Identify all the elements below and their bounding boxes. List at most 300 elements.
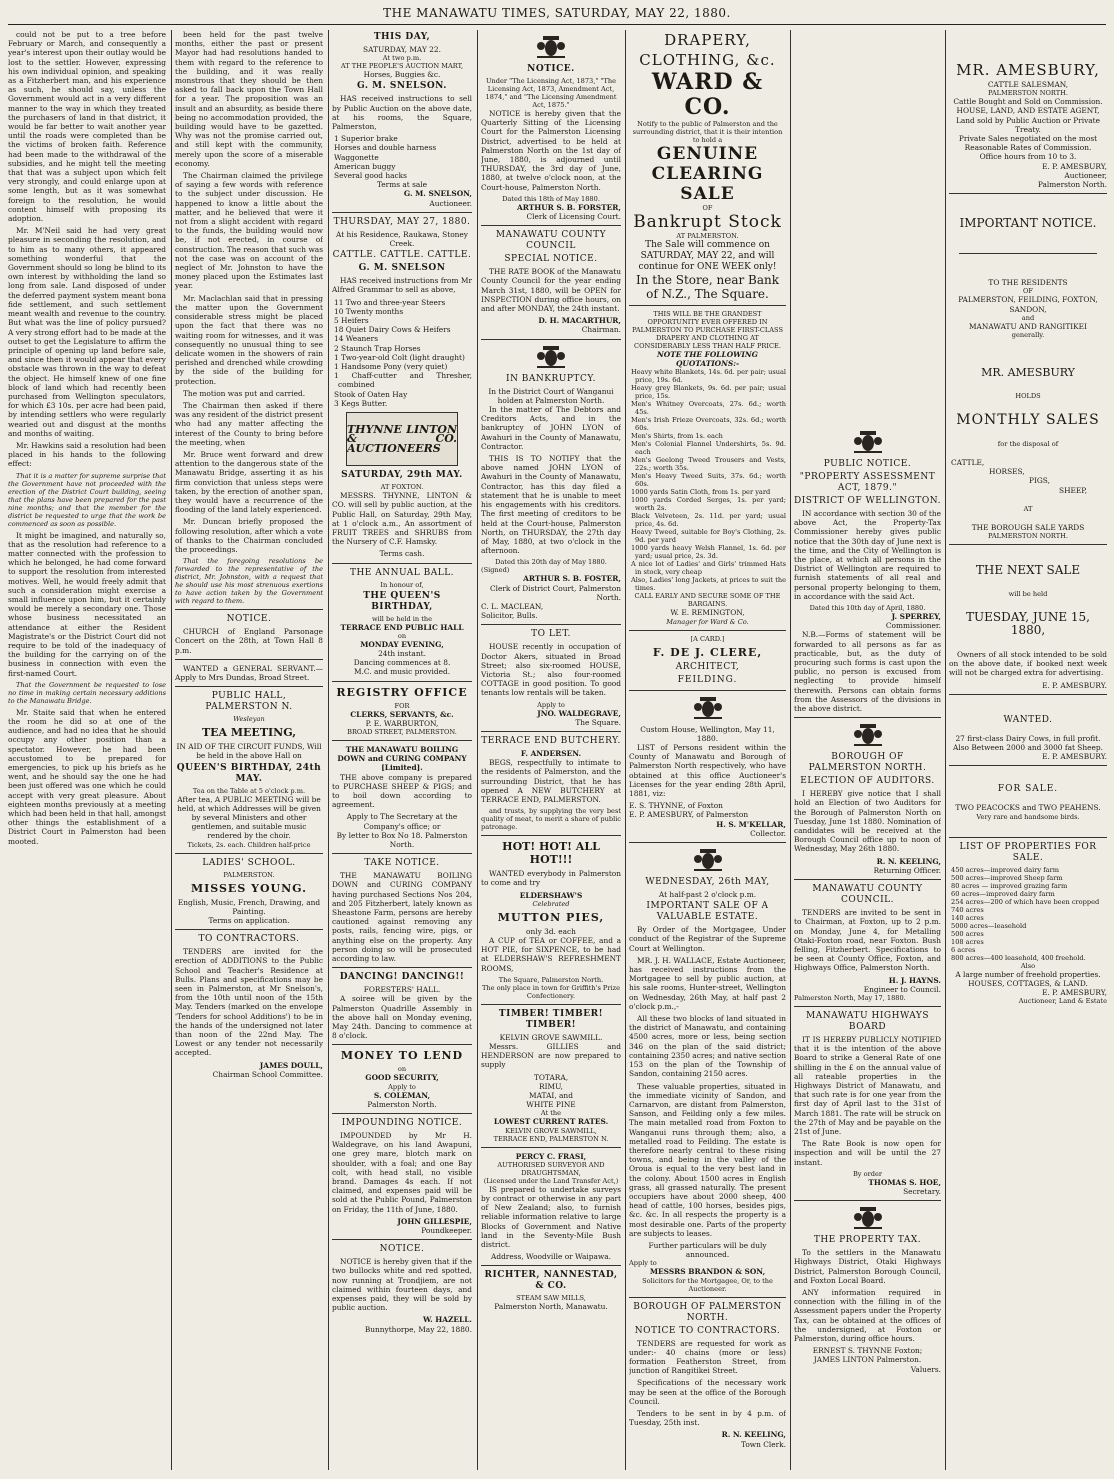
property-item: 5000 acres—leasehold [951,921,1027,930]
sale-commence: The Sale will commence on SATURDAY, MAY 22, and will continue for ONE WEEK only! [638,240,777,272]
amesbury-heading: MR. AMESBURY [981,366,1075,380]
royal-crest-icon [848,429,888,455]
divider [949,544,1107,545]
private-sales: Private Sales negotiated on the most Reasonable Rates of Commission. [958,134,1098,153]
election-heading: ELECTION OF AUDITORS. [800,776,935,787]
licensing-dated: Dated this 18th of May 1880. [502,194,600,203]
solicitor-place: Solicitor, Bulls. [481,611,538,621]
divider [629,305,786,306]
column-2 [175,30,323,1474]
store-location: In the Store, near Bank of N.Z., The Square. [636,273,779,301]
amesbury-heading: MR. AMESBURY, [956,61,1100,79]
tea-time: Tea on the Table at 5 o'clock p.m. [192,786,306,795]
divider [629,1297,786,1298]
butchery-text-2: and trusts, by supplying the very best quality of meat, to merit a share of public patronage. [481,807,621,832]
of-label: OF [702,204,713,212]
sale-time: At two p.m. [382,54,422,63]
ball-date: 24th instant. [378,648,426,658]
ward-notify: Notify to the public of Palmerston and the surrounding district, that it is their intention to hold a [632,120,783,144]
wood-type: MATAI, and [529,1091,573,1101]
bankruptcy-dated: Dated this 20th day of May 1880. [495,558,607,567]
town-clerk-name: R. N. KEELING, [721,1430,786,1440]
quote-item: Men's Shirts, from 1s. each [631,432,723,441]
ball-day: MONDAY EVENING, [360,639,444,649]
column-1 [8,30,166,1474]
sawmill-name: KELVIN GROVE SAWMILL. [499,1032,603,1042]
lowest-rates: LOWEST CURRENT RATES. [493,1117,609,1127]
solicitor-name: C. L. MACLEAN, [481,601,544,611]
divider [332,853,472,854]
hall-heading: PUBLIC HALL, PALMERSTON N. [205,691,293,713]
customs-dateline: Custom House, Wellington, May 11, 1880. [640,724,775,743]
secretary-role: Secretary. [903,1186,941,1196]
divider [481,1147,621,1148]
article-paragraph: The motion was put and carried. [183,388,306,398]
column-5 [629,30,786,1474]
license-list-text: LIST of Persons resident within the County of Manawatu and Borough of Palmerston North respectively, who have obtained at this office Auctioneer's Licenses for the year ending 28th April, 1881, viz: [629,743,786,799]
divider [481,1265,621,1266]
engineer-date: Palmerston North, May 17, 1880. [794,993,906,1002]
notice-place: Bunnythorpe, May 22, 1880. [364,1324,472,1334]
tea-sub: IN AID OF THE CIRCUIT FUNDS, Will be held in the above Hall on [176,742,322,761]
divider [175,929,323,930]
money-agent: S. COLEMAN, [373,1090,431,1100]
surveyor-name: PERCY C. FRASI, [515,1151,587,1161]
article-paragraph: Mr. Duncan briefly proposed the following resolution, after which a vote of thanks to the Chairman concluded the proceedings. [175,517,323,554]
ball-dancing: Dancing commences at 8. [353,658,451,668]
divider [332,1044,472,1045]
refreshment-text: A CUP of TEA or COFFEE, and a HOT PIE, for SIXPENCE, to be had at ELDERSHAW'S REFRESHMENT ROOMS, [481,935,621,973]
quote-item: 1000 yards Satin Cloth, from 1s. per yard [631,488,771,497]
amesbury-sig: E. P. AMESBURY. [1042,680,1107,690]
sale-time: At half-past 2 o'clock p.m. [658,890,757,900]
celebrated-label: Celebrated [532,899,570,908]
misses-young-subjects: English, Music, French, Drawing, and Painting. [177,897,321,916]
contractors-heading: TO CONTRACTORS. [198,934,300,945]
auctioneer-heading: G. M. SNELSON [358,263,446,274]
ladies-school-heading: LADIES' SCHOOL. [202,857,296,868]
impound-text: IMPOUNDED by Mr H. Waldegrave, on his land Awapuni, one grey mare, blotch mark on shoulder, with a foal; and one Bay colt, with head stall, no visible brand. Damages 4s each. If not claimed, and expenses paid will be sold at the Public Pound, Palmerston on Friday, the 11th of June, 1880. [332,1131,472,1214]
quote-item: Men's Heavy Tweed Suits, 37s. 6d.; worth 60s. [631,472,786,489]
registry-clerks: CLERKS, SERVANTS, &c. [350,709,454,719]
hot-heading: HOT! HOT! ALL HOT!!! [502,840,600,867]
contractors-heading: NOTICE TO CONTRACTORS. [634,1325,781,1336]
divider [794,1200,941,1201]
divider [481,624,621,625]
next-sale-date: TUESDAY, JUNE 15, 1880, [966,610,1090,638]
bought-sold: Cattle Bought and Sold on Commission. [953,97,1103,107]
quote-item: Also, Ladies' long Jackets, at prices to suit the times. [631,576,786,593]
article-paragraph: could not be put to a tree before February or March, and consequently a year's interest upon their outlay would be lost to the settler. However, expressing his own individual opinion, and speaking as a Fitzherbert man, and his experience as such, he should say, unless the Government would act in a very different manner to the way in which they treated the purchasers of land in that district, it would be far better to wait another year until the roads were completed than be the victims of broken faith. Reference had been made to the withdrawal of the subsidies, and he might tell the meeting that that was a subject upon which felt very strongly, and could enlarge upon at some length, but as it was somewhat foreign to the resolution, he would content himself with proposing its adoption. [8,30,166,224]
divider [175,659,323,660]
boiling-letter: By letter to Box No 18. Palmerston North. [336,830,468,849]
masthead: THE MANAWATU TIMES, SATURDAY, MAY 22, 1880. [383,6,731,20]
licensee: E. S. THYNNE, of Foxton [629,801,723,811]
divider [332,1239,472,1240]
divider [949,837,1107,838]
this-day-heading: THIS DAY, [373,32,431,42]
misses-young-heading: MISSES YOUNG. [190,881,308,895]
quote-item: 1000 yards heavy Welsh Flannel, 1s. 6d. per yard; usual price, 2s. 3d. [631,544,786,561]
to-let-place: The Square. [575,717,621,727]
wanted-heading: WANTED. [1003,714,1053,725]
ward-heading: WARD & CO. [651,69,764,120]
quotes-list [629,368,786,592]
divider [481,225,621,226]
highways-heading: MANAWATU HIGHWAYS BOARD [806,1010,929,1032]
ball-held: will be held in the [371,614,433,623]
divider [332,681,472,682]
pie-price: only 3d. each [526,926,576,936]
quote-item: 1000 yards Corded Serges, 1s. per yard; worth 2s. [631,496,786,513]
bankruptcy-matter: In the matter of The Debtors and Creditors Acts, and in the bankruptcy of JOHN LYON of Awahuri in the County of Manawatu, Contractor. [481,405,621,451]
divider [959,253,1097,254]
auction-item: Horses and double harness [334,143,437,153]
article-paragraph: The Chairman then asked if there was any resident of the district present who had any matter affecting the interest of the County to bring before the meeting, when [175,400,323,447]
masthead-rule [8,24,1106,25]
amesbury-place: PALMERSTON NORTH. [988,89,1068,98]
also-label: Also [1020,961,1036,970]
tax-addressees: To the settlers in the Manawatu Highways District, Otaki Highways District, Palmerston Borough Council, and Foxton Local Board. [794,1248,941,1285]
licensing-role: Clerk of Licensing Court. [526,212,621,222]
divider [481,835,621,836]
commissioner-role: Commissioner. [885,621,941,631]
call-early: CALL EARLY AND SECURE SOME OF THE BARGAINS. [634,592,781,609]
generally: generally. [1011,331,1045,340]
house-agent: HOUSE, LAND, AND ESTATE AGENT, [956,106,1100,116]
divider [332,212,472,213]
drapery-heading: DRAPERY, CLOTHING, &c. [639,31,776,69]
tax-text: ANY information required in connection with the filling in of the Assessment papers under the Property Tax, can be obtained at the offices of the undersigned, at Foxton or Palmerston, during office hours. [794,1287,941,1343]
further-text: Further particulars will be duly announced. [648,1240,767,1260]
property-item: 80 acres — improved grazing farm [951,881,1068,890]
column-divider [625,30,626,1470]
bankruptcy-heading: IN BANKRUPTCY. [506,373,596,384]
property-item: 740 acres [951,905,984,914]
valuer: JAMES LINTON Palmerston. [813,1355,922,1365]
auction-text: HAS received instructions to sell by Public Auction on the above date, at his rooms, the Square, Palmerston, [332,94,472,132]
rate-signer: D. H. MACARTHUR, [538,316,621,326]
solicitor-firm: MESSRS BRANDON & SON, [649,1267,766,1277]
divider [629,690,786,691]
amesbury-role: Auctioneer, Land & Estate [1018,997,1107,1006]
divider [481,731,621,732]
act-heading: "PROPERTY ASSESSMENT ACT, 1879." [799,472,936,493]
houses-heading: HOUSES, COTTAGES, & LAND. [968,978,1088,988]
queens-birthday: THE QUEEN'S BIRTHDAY, [363,590,441,612]
rate-book-text: The Rate Book is now open for inspection and will be until the 27 instant. [794,1139,941,1167]
large-number: A large number of freehold properties. [955,969,1101,979]
property-tax-heading: THE PROPERTY TAX. [813,1235,922,1246]
signer-name: JAMES DOULL, [259,1060,323,1070]
surveyor-title: AUTHORISED SURVEYOR AND DRAUGHTSMAN, [497,1160,605,1177]
bankrupt-stock-heading: Bankrupt Stock [633,212,782,232]
auction-item: Several good hacks [334,171,407,181]
money-heading: MONEY TO LEND [340,1049,464,1063]
auction-item: Waggonette [334,152,379,162]
article-paragraph: Mr. Maclachlan said that in pressing the matter upon the Government considerable stress might be placed upon the fact that there was no waiting room for witnesses, and it was consequently no unusual thing to see delicate women in the showers of rain perished and drenched while crowding by the side of the building for protection. [175,293,323,386]
card-label: [A CARD.] [690,634,725,643]
borough-heading: BOROUGH OF PALMERSTON NORTH. [633,1301,782,1323]
article-paragraph: Mr. Staite said that when he entered the room he did so at one of the audience, and had no idea that he should occupy any other position than a spectator. However, he had been accustomed to be prepared for emergencies, to pick up his briefs as he went, and he should say the one he had been just offered was one which he could accept with very great pleasure. About eighteen months previously at a meeting which had been held in that hall, amongst other things the establishment of a District Court in Palmerston had been mooted. [8,707,166,846]
wanted-text: WANTED everybody in Palmerston to come and try [481,869,621,888]
money-place: Palmerston North. [367,1099,437,1109]
wanted-text: 27 first-class Dairy Cows, in full profit. Also Between 2000 and 3000 fat Sheep. [953,733,1103,753]
auction-item: 18 Quiet Dairy Cows & Heifers [334,325,451,335]
divider [481,339,621,340]
properties-list [949,866,1107,962]
quotations-heading: NOTE THE FOLLOWING QUOTATIONS:- [657,350,758,369]
royal-crest-icon [688,847,728,873]
soiree-text: A soiree will be given by the Palmerston Quadrille Assembly in the above hall on Monday evening, May 24th. Dancing to commence at 8 o'clock. [332,994,472,1041]
disposal-label: for the disposal of [997,440,1059,449]
column-divider [171,30,172,1470]
amesbury-place-2: Palmerston North. [1037,180,1107,190]
money-apply: Apply to [388,1082,416,1091]
contractors-text: TENDERS are invited for the erection of ADDITIONS to the Public School and Teacher's Residence at Bulls. Plans and specifications may be seen in Palmerston, at Mr Snelson's, from the 10th until noon of the 15th May. Tenders (marked on the envelope 'Tenders for school Additions') to be in the hands of the undersigned not later than noon of the 22nd May. The Lowest or any tender not necessarily accepted. [175,947,323,1058]
licensing-text: NOTICE is hereby given that the Quarterly Sitting of the Licensing Court for the Palmerston Licensing District, advertised to be held at Palmerston North on the 1st day of June, 1880, is adjourned until THURSDAY, the 3rd day of June, 1880, at twelve o'clock noon, at the Court-house, Palmerston North. [481,109,621,192]
office-hours: Office hours from 10 to 3. [979,152,1077,162]
divider [175,609,323,610]
quote-item: A nice lot of Ladies' and Girls' trimmed Hats in stock, very cheap [631,560,786,577]
dancing-heading: DANCING! DANCING!! [339,972,465,983]
residence: At his Residence, Raukawa, Stoney Creek. [336,229,468,249]
butchery-text: BEGS, respectfully to intimate to the residents of Palmerston, and the surrounding District, that he has opened A NEW BUTCHERY at TERRACE END, PALMERSTON. [481,758,621,804]
auction-item: American buggy [334,161,396,171]
and-label: and [1021,313,1035,322]
licensing-acts: Under "The Licensing Act, 1873," "The Licensing Act, 1873, Amendment Act, 1874," and "The Licensing Amendment Act, 1875." [485,77,617,109]
divider [949,694,1107,695]
next-sale-heading: THE NEXT SALE [975,563,1081,578]
column-4 [481,30,621,1474]
manager-role: Manager for Ward & Co. [666,617,749,626]
tea-meeting-heading: TEA MEETING, [201,726,297,740]
peacocks-text: TWO PEACOCKS and TWO PEAHENS. [955,803,1101,813]
ball-on: on [397,631,407,640]
notice-heading: NOTICE. [527,64,575,74]
bankruptcy-signer: ARTHUR S. B. FOSTER, [523,574,621,584]
resolution-text: That the foregoing resolutions be forwarded to the representative of the district, Mr. Johnston, with a request that he should use his most strenuous exertions to have action taken by the Government with regard to them. [175,557,323,606]
surveyor-text: IS prepared to undertake surveys by contract or otherwise in any part of New Zealand; also, to furnish reliable information relative to large Blocks of Government and Native land in the Seventy-Mile Bush district. [481,1184,621,1250]
amesbury-role: Auctioneer, [1064,170,1107,180]
properties-heading: LIST OF PROPERTIES FOR SALE. [959,841,1097,863]
wood-type: WHITE PINE [526,1100,576,1110]
sale-venue: AT FOXTON. [380,483,424,492]
divider [332,967,472,968]
at-label: AT [1023,504,1033,513]
property-item: 500 acres [951,929,984,938]
divider [949,765,1107,766]
sale-goods: Horses, Buggies &c. [363,70,441,80]
tickets: Tickets, 2s. each. Children half-price [187,840,311,849]
public-notice-heading: PUBLIC NOTICE. [823,459,912,469]
take-notice-heading: TAKE NOTICE. [364,858,440,869]
sale-date: SATURDAY, 29th MAY. [341,470,463,481]
nb-text: N.B.—Forms of statement will be forwarded to all persons as far as practicable, but, as the duty of procuring such forms is cast upon the public, no person is excused from neglecting to provide himself therewith. Persons can obtain forms from the Assessors of the divisions in the above district. [794,630,941,714]
mills-sub: STEAM SAW MILLS, [516,1294,586,1303]
terms-cash: Terms cash. [379,549,425,559]
architect-title: ARCHITECT, [675,661,740,672]
column-6 [794,425,941,1473]
wood-type: TOTARA, [533,1072,569,1082]
notice-text: CHURCH of England Parsonage Concert on the 28th, at Town Hall 8 p.m. [175,627,323,655]
manager-name: W. E. REMINGTON, [670,608,745,618]
money-on: on [397,1065,407,1074]
auctioneer-heading: G. M. SNELSON. [357,81,447,92]
mutton-pies-heading: MUTTON PIES, [497,910,605,924]
to-let-text: HOUSE recently in occupation of Doctor Akers, situated in Broad Street; also six-roomed HOUSE, Victoria St.; also four-roomed COTTAGE in good position. To good tenants low rentals will be taken. [481,642,621,698]
timber-heading: TIMBER! TIMBER! TIMBER! [498,1008,604,1030]
divider [629,630,786,631]
places: PALMERSTON, FEILDING, FOXTON, SANDON, [958,295,1098,314]
sale-venue: AT THE PEOPLE'S AUCTION MART, [340,62,464,71]
auction-item: 10 Twenty months [334,306,404,316]
amesbury-sig: E. P. AMESBURY, [1042,988,1107,998]
quote-item: Men's Colonial Flannel Undershirts, 5s. 9d. each [631,440,786,457]
auction-item: 2 Staunch Trap Horses [334,343,421,353]
column-divider [790,30,791,1470]
impound-heading: IMPOUNDING NOTICE. [341,1118,463,1129]
thursday-heading: THURSDAY, MAY 27, 1880. [333,216,471,227]
licensee: E. P. AMESBURY, of Palmerston [629,810,749,820]
thynne-linton-logo: THYNNE LINTON & CO. AUCTIONEERS [346,412,458,466]
to-let-apply: Apply to [537,700,565,709]
licensing-signer: ARTHUR S. B. FORSTER, [516,202,621,212]
surveyor-address: Address, Woodville or Waipawa. [491,1252,611,1262]
architect-place: FEILDING. [677,674,738,685]
property-item: 254 acres—200 of which have been cropped [951,897,1100,906]
quote-item: Heavy white Blankets, 14s. 6d. per pair; usual price, 19s. 6d. [631,368,786,385]
divider [175,686,323,687]
sale-yards: THE BOROUGH SALE YARDS [971,522,1085,532]
auction-item: 14 Weaners [334,334,378,344]
column-divider [477,30,478,1470]
manawatu-rangitikei: MANAWATU AND RANGITIKEI [968,321,1088,331]
after-tea: After tea, A PUBLIC MEETING will be held, at which Addresses will be given by several Ministers and other gentlemen, and suitable music rendered by the choir. [177,794,321,841]
divider [481,1004,621,1005]
birthday-heading: QUEEN'S BIRTHDAY, 24th MAY. [176,762,322,784]
valuer: ERNEST S. THYNNE Foxton; [812,1346,923,1356]
holds-label: HOLDS [1015,392,1041,401]
boiling-text: THE above company is prepared to PURCHASE SHEEP & PIGS; and to boil down according to agreement. [332,772,472,810]
to-residents: TO THE RESIDENTS [988,278,1068,288]
article-paragraph: It might be imagined, and naturally so, that as the resolution had reference to a matter connected with the profession to which he belonged, he had come forward to support the resolution from interested motives. Well, he would freely admit that such a consideration might exercise a small influence upon him, but it certainly would be merely a secondary one. Those whose business necessitated an attendance at either the Resident Magistrate's or the District Court did not require to be told of the inadequacy of the building for the carrying on of the business in connection with even the first-named Court. [8,530,166,678]
butchery-heading: TERRACE END BUTCHERY. [481,735,621,746]
secretary-name: THOMAS S. HOE, [868,1177,941,1187]
to-let-agent: JNO. WALDEGRAVE, [537,708,621,718]
registry-address: BROAD STREET, PALMERSTON. [347,727,457,736]
by-order: By order [852,1169,883,1178]
bankruptcy-text: THIS IS TO NOTIFY that the above named JOHN LYON of Awahuri in the County of Manawatu, Contractor, has this day filed a statement that he is unable to meet his engagements with his creditors. The first meeting of creditors to be held at the Court-house, Palmerston North, on THURSDAY, the 27th day of May, 1880, at two o'clock in the afternoon. [481,454,621,556]
boiling-heading: THE MANAWATU BOILING DOWN and CURING COMPANY [Limited]. [337,744,467,773]
birds-text: Very rare and handsome birds. [976,812,1080,821]
property-item: 6 acres [951,945,976,954]
article-paragraph: Mr. M'Neil said he had very great pleasure in seconding the resolution, and to him as to many others, it appeared something wonderful that the Government should so long be blind to its own interest by withholding the land so long from sale. Land disposed of under the deferred payment system meant bona fide settlement, and such settlement meant wealth and revenue to the country. But what was the line of policy pursued? A very strong effort had to be made at the outset to get the Legislature to affirm the principle of opening up land before sale, and since then it would appear that every obstacle was thrown in the way to defeat the object. He himself knew of one fine block of land which had recently been purchased from Wellington speculators, for which £3 10s. per acre had been paid, by intending settlers who were regularly wearied out and disgust at the months and months of waiting. [8,226,166,438]
quote-item: Heavy grey Blankets, 9s. 6d. per pair; usual price, 15s. [631,384,786,401]
column-3 [332,30,472,1474]
property-item: 108 acres [951,937,984,946]
commissioner-name: J. SPERREY, [891,612,941,622]
wesleyan-label: Wesleyan [233,715,265,724]
divider [175,853,323,854]
auction-item: 5 Heifers [334,316,369,326]
borough-heading: BOROUGH OF PALMERSTON NORTH. [808,752,927,774]
property-item: 450 acres—improved dairy farm [951,865,1059,874]
refreshment-address: The Square, Palmerston North. [498,975,604,984]
owners-text: Owners of all stock intended to be sold on the above date, if booked next week will not be charged extra for advertising. [949,650,1107,678]
returning-name: R. N. KEELING, [876,856,941,866]
property-item: 140 acres [951,913,984,922]
divider [629,842,786,843]
auction-text: HAS received instructions from Mr Alfred Grammar to sell as above, [332,276,472,295]
quote-item: Men's Irish Frieze Overcoats, 32s. 6d.; worth 60s. [631,416,786,433]
column-7 [949,30,1107,1474]
poundkeeper-role: Poundkeeper. [421,1226,472,1236]
stock-horses: HORSES, [989,467,1025,477]
registry-name: P. E. WARBURTON, [365,718,439,728]
property-item: 60 acres—improved dairy farm [951,889,1055,898]
money-security: GOOD SECURITY, [365,1073,439,1083]
auction-items [332,298,472,408]
divider [794,717,941,718]
divider [794,1006,941,1007]
article-paragraph: Mr. Bruce went forward and drew attention to the dangerous state of the Manawatu Bridge, asserting it as his firm conviction that unless steps were taken, by the erection of another span, they would have a recurrence of the flooding of the land lately experienced. [175,449,323,515]
resolution-text: That it is a matter for supreme surprise that the Government have not proceeded with the erection of the District Court building, seeing that the plans have been prepared for the past nine months; and that the member for the district be requested to urge that the work be commenced as soon as possible. [8,471,166,528]
column-divider [328,30,329,1470]
notice-signer: W. HAZELL. [422,1315,472,1325]
confectionery-text: The only place in town for Griffith's Prize Confectionery. [481,983,621,1000]
poundkeeper-name: JOHN GILLESPIE, [397,1216,472,1226]
mills-place: Palmerston North, Manawatu. [494,1302,608,1312]
article-paragraph: been held for the past twelve months, either the past or present Mayor had had resolutions handed to them with regard to the reference to the building, and it was really monstrous that they should be then asked to fall back upon the Town Hall for a year. The proposition was an insult and an absurdity, as beside there being no accommodation provided, the building would have to be gazetted. Why was not the promise carried out, and still kept with the community, merely upon the score of a miserable economy. [175,30,323,168]
auction-items [332,134,472,180]
land-sold: Land sold by Public Auction or Private Treaty. [955,115,1101,134]
divider [332,1113,472,1114]
apply-label: Apply to [629,1259,657,1268]
will-be-held: will be held [1008,590,1048,599]
take-notice-text: THE MANAWATU BOILING DOWN and CURING COMPANY having purchased Sections Nos 204, and 205 Fitzherbert, lately known as Sheastone Farm, persons are hereby cautioned against removing any posts, rails, fencing wire, pigs, or anything else on the property. Any person doing so will be prosecuted according to law. [332,871,472,963]
column-divider [945,30,946,1470]
amesbury-sig: E. P. AMESBURY. [1042,752,1107,762]
bankruptcy-signed: (Signed) [481,566,510,575]
bankruptcy-court: In the District Court of Wanganui holden at Palmerston North. [488,386,614,405]
auditors-text: I HEREBY give notice that I shall hold an Election of two Auditors for the Borough of Palmerston North on Tuesday, June 1st 1880. Nomination of candidates will be received at the Borough Council office up to noon of Wednesday, May 26th 1880. [794,789,941,854]
auction-item: 3 Kegs Butter. [334,398,388,408]
at-the: At the [540,1109,562,1118]
sale-yards-place: PALMERSTON NORTH. [988,532,1068,541]
auction-item: 1 Superior brake [334,134,398,144]
quote-item: Men's Geelong Tweed Trousers and Vests, 22s.; worth 35s. [631,456,786,473]
returning-role: Returning Officer. [873,865,941,875]
specs-text: Specifications of the necessary work may be seen at the office of the Borough Council. [629,1378,786,1406]
valuers-role: Valuers. [910,1364,941,1374]
signer-role: Chairman School Committee. [212,1069,323,1079]
special-notice: SPECIAL NOTICE. [504,254,598,265]
council-heading: MANAWATU COUNTY COUNCIL. [812,884,923,906]
collector-role: Collector. [750,828,786,838]
notice-text: NOTICE is hereby given that if the two bullocks white and red spotted, now running at Trondjiem, are not claimed within fourteen days, and expenses paid, they will be sold by public auction. [332,1257,472,1313]
quote-item: Black Velveteen, 2s. 11d. per yard; usual price, 4s. 6d. [631,512,786,529]
blocks-text: All these two blocks of land situated in the district of Manawatu, and containing 4500 acres, more or less, being section 346 on the plan of the said district; containing 2350 acres; and native section 153 on the plan of the Township of Sandon, containing 2150 acres. [629,1014,786,1079]
royal-crest-icon [848,722,888,748]
amesbury-sig: E. P. AMESBURY, [1042,161,1107,171]
terms: Terms on application. [208,916,290,926]
district-heading: DISTRICT OF WELLINGTON. [794,496,941,506]
resolution-text: That the Government be requested to lose no time in making certain necessary additions to the Manawatu Bridge. [8,680,166,705]
boiling-apply: Apply to The Secretary at the Company's office; or [346,812,458,831]
auction-item: 11 Two and three-year Steers [334,297,446,307]
for-sale-heading: FOR SALE. [997,784,1059,795]
